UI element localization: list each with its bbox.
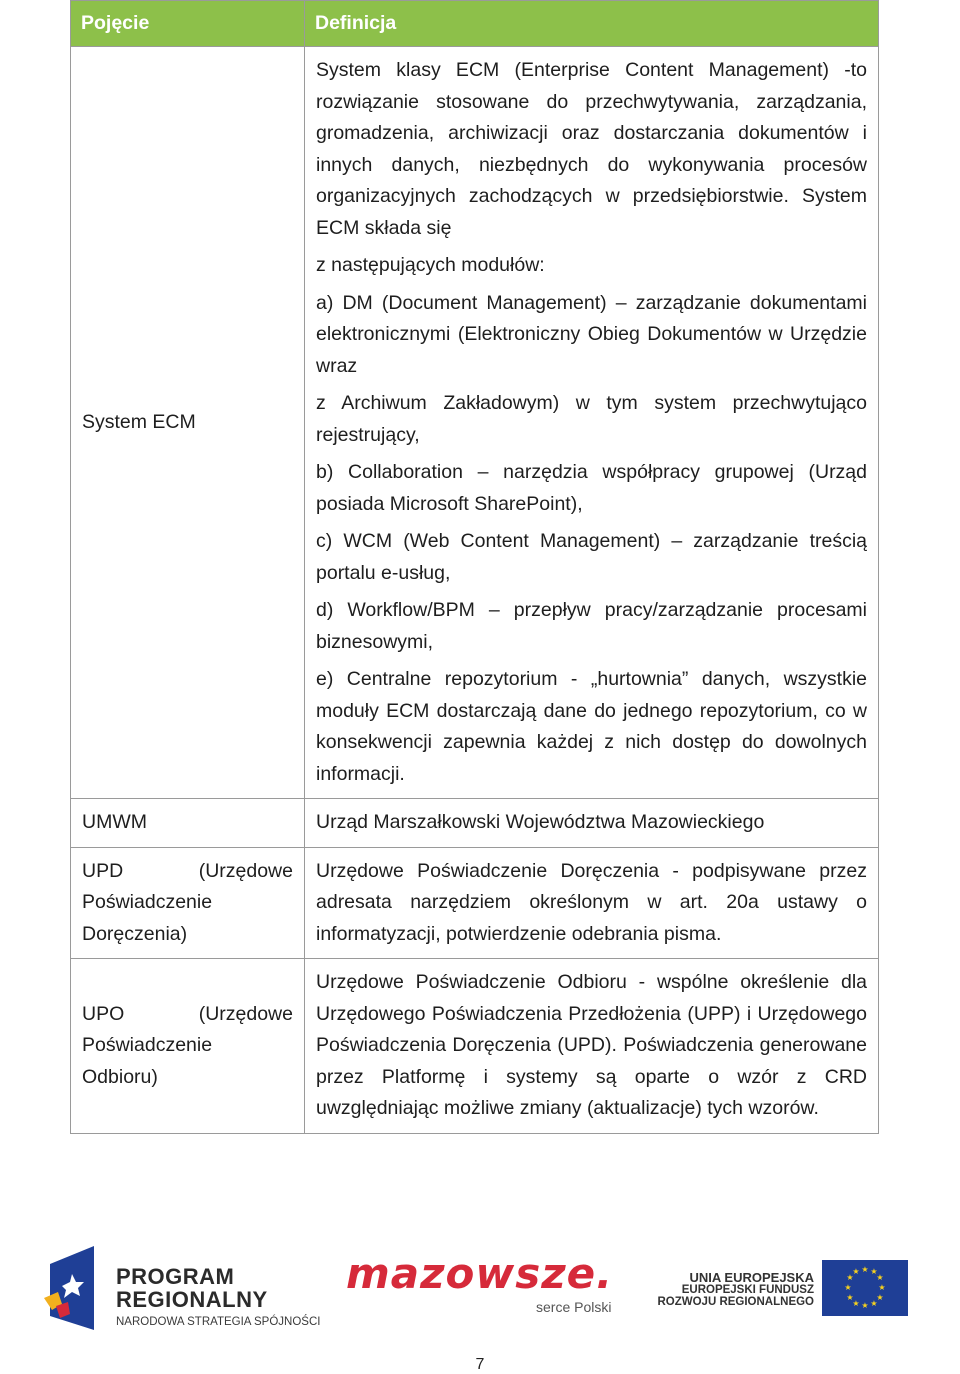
term-expansion: Doręczenia) xyxy=(82,922,188,945)
definition-cell xyxy=(305,47,879,799)
table-row xyxy=(71,847,879,959)
program-star-icon xyxy=(42,1246,110,1334)
svg-text:★: ★ xyxy=(870,1299,878,1308)
page-number: 7 xyxy=(475,1356,485,1373)
svg-text:★: ★ xyxy=(861,1265,869,1274)
mazowsze-tagline: serce Polski xyxy=(536,1299,612,1315)
program-logo-line3: NARODOWA STRATEGIA SPÓJNOŚCI xyxy=(116,1316,321,1328)
table-row xyxy=(71,47,879,799)
svg-text:★: ★ xyxy=(861,1301,869,1310)
svg-text:★: ★ xyxy=(870,1267,878,1276)
definition-paragraph: System klasy ECM (Enterprise Content Management) -to rozwiązanie stosowane do przechwytywania, zarządzania, gromadzenia, archiwizacji oraz dostarczania dokumentów i innych danych, niezbędnych do wykonywania procesów organizacyjnych zachodzących w przedsiębiorstwie. System ECM składa się xyxy=(316,59,867,239)
term-expansion: (Urzędowe xyxy=(198,1002,293,1025)
eu-logo xyxy=(657,1264,908,1324)
svg-text:★: ★ xyxy=(846,1273,854,1282)
svg-text:★: ★ xyxy=(852,1267,860,1276)
program-logo-line2: REGIONALNY xyxy=(116,1287,268,1312)
column-header-definition: Definicja xyxy=(305,1,879,47)
eu-logo-line1: UNIA EUROPEJSKA xyxy=(689,1270,814,1285)
definition-paragraph: z Archiwum Zakładowym) w tym system przechwytująco rejestrujący, xyxy=(316,392,867,446)
eu-logo-line3: ROZWOJU REGIONALNEGO xyxy=(657,1296,814,1308)
svg-text:★: ★ xyxy=(876,1273,884,1282)
mazowsze-logo xyxy=(346,1249,626,1322)
eu-flag-icon xyxy=(822,1260,908,1316)
term-expansion: (Urzędowe xyxy=(198,859,293,882)
svg-text:★: ★ xyxy=(876,1293,884,1302)
table-header-row xyxy=(71,1,879,47)
svg-text:★: ★ xyxy=(878,1283,886,1292)
table-row xyxy=(71,799,879,848)
definition-paragraph: z następujących modułów: xyxy=(316,254,545,276)
column-header-term: Pojęcie xyxy=(71,1,305,47)
footer-logos xyxy=(0,1236,960,1336)
svg-text:★: ★ xyxy=(852,1299,860,1308)
term-cell xyxy=(71,847,305,959)
term-abbrev: UPO xyxy=(82,1002,125,1025)
definition-cell xyxy=(305,847,879,959)
term-cell: System ECM xyxy=(71,47,305,799)
definition-cell xyxy=(305,799,879,848)
term-cell: UMWM xyxy=(71,799,305,848)
table-row xyxy=(71,959,879,1134)
definition-paragraph: Urzędowe Poświadczenie Odbioru - wspólne określenie dla Urzędowego Poświadczenia Przedłożenia (UPP) i Urzędowego Poświadczenia Doręczenia (UPD). Poświadczenia generowane przez Platformę i systemy są oparte o wzór z CRD uwzględniając możliwe zmiany (aktualizacje) tych wzorów. xyxy=(316,971,867,1119)
definitions-table xyxy=(70,0,879,1134)
program-logo-line1: PROGRAM xyxy=(116,1264,235,1289)
definition-paragraph: Urzędowe Poświadczenie Doręczenia - podpisywane przez adresata narzędziem określonym w art. 20a ustawy o informatyzacji, potwierdzenie odebrania pisma. xyxy=(316,859,867,945)
definition-paragraph: c) WCM (Web Content Management) – zarządzanie treścią portalu e-usług, xyxy=(316,530,867,584)
program-regionalny-logo xyxy=(42,1246,322,1336)
svg-text:★: ★ xyxy=(844,1283,852,1292)
svg-text:★: ★ xyxy=(846,1293,854,1302)
term-abbrev: UPD xyxy=(82,859,124,882)
definition-paragraph: Urząd Marszałkowski Województwa Mazowieckiego xyxy=(316,811,765,833)
term-expansion: Poświadczenie xyxy=(82,891,213,913)
definition-paragraph: d) Workflow/BPM – przepływ pracy/zarządzanie procesami biznesowymi, xyxy=(316,599,867,653)
term-expansion: Poświadczenie xyxy=(82,1034,213,1056)
definition-paragraph: b) Collaboration – narzędzia współpracy grupowej (Urząd posiada Microsoft SharePoint), xyxy=(316,461,867,515)
definition-cell xyxy=(305,959,879,1134)
definition-paragraph: e) Centralne repozytorium - „hurtownia” danych, wszystkie moduły ECM dostarczają dane do jednego repozytorium, co w konsekwencji zapewnia każdej z nich dostęp do dowolnych informacji. xyxy=(316,668,867,785)
term-cell xyxy=(71,959,305,1134)
mazowsze-wordmark: mazowsze. xyxy=(346,1249,614,1298)
term-expansion: Odbioru) xyxy=(82,1065,158,1088)
definition-paragraph: a) DM (Document Management) – zarządzanie dokumentami elektronicznymi (Elektroniczny Obieg Dokumentów w Urzędzie wraz xyxy=(316,291,867,377)
eu-logo-line2: EUROPEJSKI FUNDUSZ xyxy=(681,1284,814,1296)
